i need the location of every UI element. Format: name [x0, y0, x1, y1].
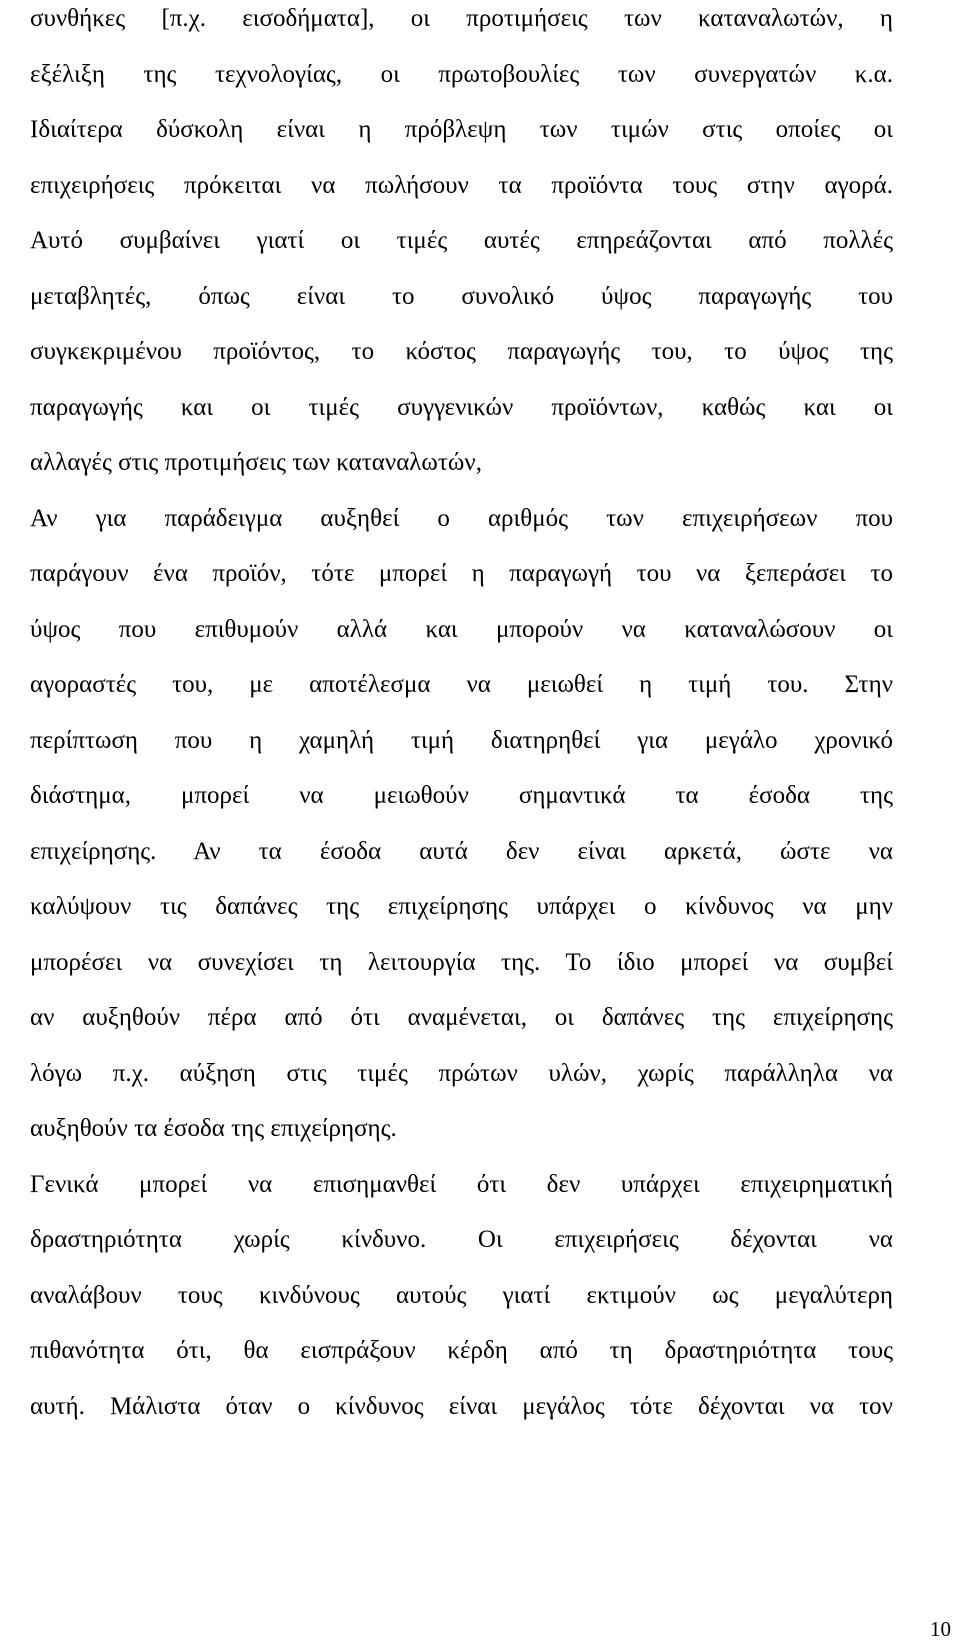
text-line: ύψος που επιθυμούν αλλά και μπορούν να καταναλώσουν οι [30, 615, 893, 643]
text-line: αυξηθούν τα έσοδα της επιχείρησης. [30, 1115, 397, 1142]
body-text [30, 0, 893, 1434]
text-line: παράγουν ένα προϊόν, τότε μπορεί η παραγωγή του να ξεπεράσει το [30, 560, 893, 587]
text-line: αλλαγές στις προτιμήσεις των καταναλωτών, [30, 449, 482, 476]
page-number: 10 [930, 1617, 951, 1641]
text-line: Γενικά μπορεί να επισημανθεί ότι δεν υπάρχει επιχειρηματική [30, 1170, 893, 1198]
text-line: Αυτό συμβαίνει γιατί οι τιμές αυτές επηρεάζονται από πολλές [30, 227, 893, 254]
text-line: καλύψουν τις δαπάνες της επιχείρησης υπάρχει ο κίνδυνος να μην [30, 893, 893, 920]
text-line: μπορέσει να συνεχίσει τη λειτουργία της. Το ίδιο μπορεί να συμβεί [30, 948, 893, 976]
text-line: μεταβλητές, όπως είναι το συνολικό ύψος παραγωγής του [30, 282, 893, 310]
text-line: περίπτωση που η χαμηλή τιμή διατηρηθεί για μεγάλο χρονικό [30, 726, 893, 754]
text-line: Αν για παράδειγμα αυξηθεί ο αριθμός των επιχειρήσεων που [30, 504, 893, 532]
text-line: παραγωγής και οι τιμές συγγενικών προϊόντων, καθώς και οι [30, 393, 893, 421]
text-line: λόγω π.χ. αύξηση στις τιμές πρώτων υλών, χωρίς παράλληλα να [30, 1059, 893, 1087]
text-line: συγκεκριμένου προϊόντος, το κόστος παραγωγής του, το ύψος της [30, 338, 893, 365]
text-line: Ιδιαίτερα δύσκολη είναι η πρόβλεψη των τιμών στις οποίες οι [30, 116, 893, 143]
text-line: επιχείρησης. Αν τα έσοδα αυτά δεν είναι αρκετά, ώστε να [30, 837, 893, 865]
text-line: αυτή. Μάλιστα όταν ο κίνδυνος είναι μεγάλος τότε δέχονται να τον [30, 1392, 893, 1420]
text-line: αναλάβουν τους κινδύνους αυτούς γιατί εκτιμούν ως μεγαλύτερη [30, 1281, 893, 1309]
text-line: δραστηριότητα χωρίς κίνδυνο. Οι επιχειρήσεις δέχονται να [30, 1226, 893, 1253]
text-line: αν αυξηθούν πέρα από ότι αναμένεται, οι δαπάνες της επιχείρησης [30, 1004, 893, 1031]
text-line: συνθήκες [π.χ. εισοδήματα], οι προτιμήσεις των καταναλωτών, η [30, 5, 893, 32]
text-line: αγοραστές του, με αποτέλεσμα να μειωθεί η τιμή του. Στην [30, 671, 893, 698]
text-line: διάστημα, μπορεί να μειωθούν σημαντικά τα έσοδα της [30, 782, 893, 809]
text-line: επιχειρήσεις πρόκειται να πωλήσουν τα προϊόντα τους στην αγορά. [30, 171, 893, 199]
text-line: πιθανότητα ότι, θα εισπράξουν κέρδη από τη δραστηριότητα τους [30, 1337, 893, 1364]
text-line: εξέλιξη της τεχνολογίας, οι πρωτοβουλίες των συνεργατών κ.α. [30, 60, 893, 88]
